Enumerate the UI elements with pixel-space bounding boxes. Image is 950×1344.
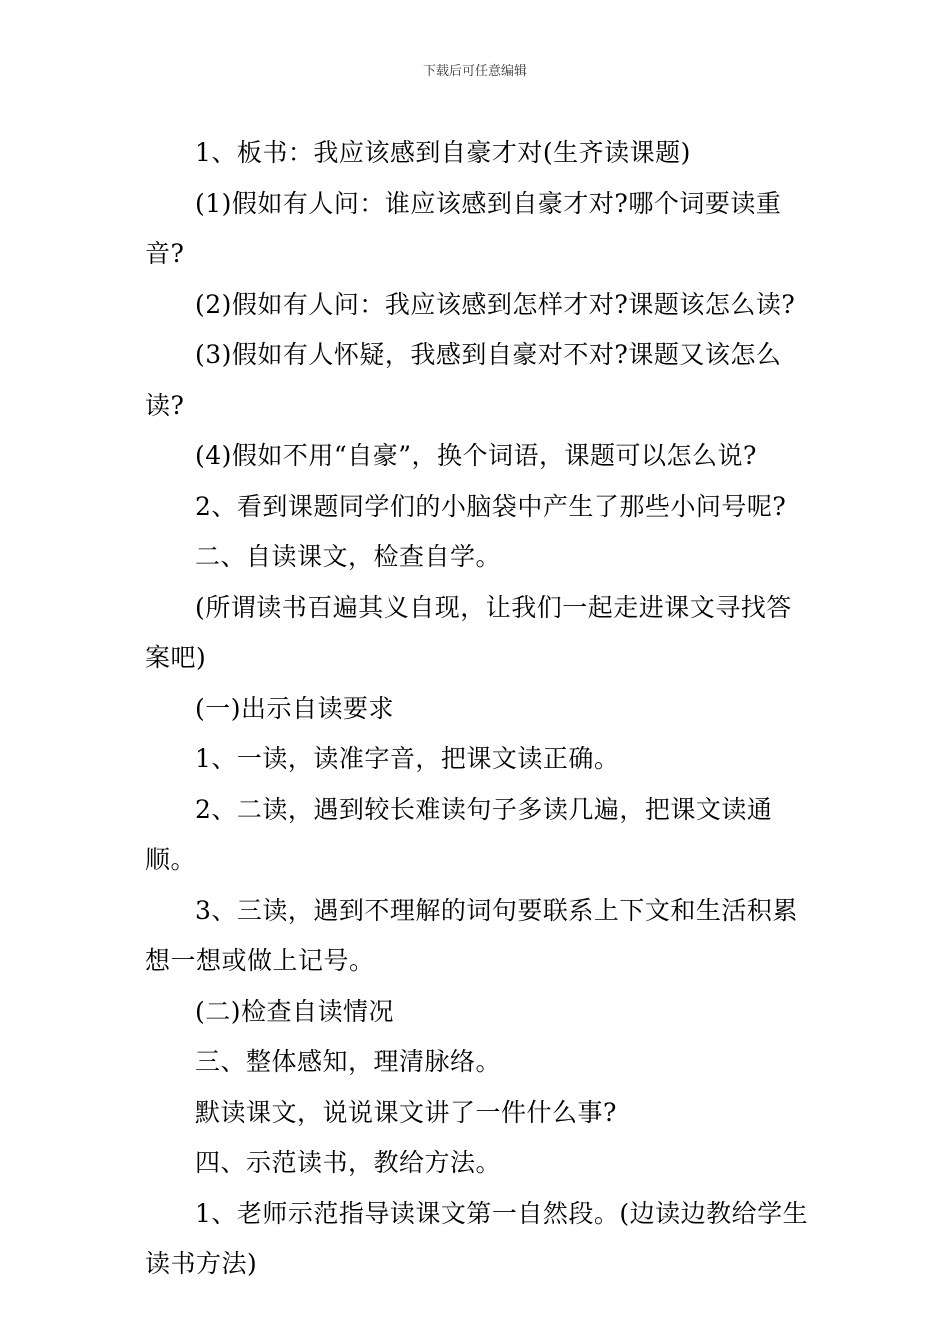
paragraph-question-2: (2)假如有人问：我应该感到怎样才对?课题该怎么读? (195, 289, 796, 319)
paragraph-note: (所谓读书百遍其义自现，让我们一起走进课文寻找答案吧) (145, 592, 792, 672)
section-heading-4: 四、示范读书，教给方法。 (195, 1148, 502, 1177)
paragraph-board-writing: 1、板书：我应该感到自豪才对(生齐读课题) (195, 138, 691, 167)
paragraph-read-1: 1、一读，读准字音，把课文读正确。 (195, 744, 620, 773)
paragraph-question-4: (4)假如不用“自豪”，换个词语，课题可以怎么说? (195, 441, 757, 470)
paragraph-read-3: 3、三读，遇到不理解的词句要联系上下文和生活积累想一想或做上记号。 (145, 895, 798, 975)
paragraph-question-3: (3)假如有人怀疑，我感到自豪对不对?课题又该怎么读? (145, 340, 782, 420)
paragraph-read-2: 2、二读，遇到较长难读句子多读几遍，把课文读通顺。 (145, 794, 773, 874)
subheading-2: (二)检查自读情况 (195, 996, 395, 1026)
subheading-1: (一)出示自读要求 (195, 693, 395, 723)
section-heading-3: 三、整体感知，理清脉络。 (195, 1047, 502, 1076)
document-body (145, 128, 810, 1290)
paragraph-question-1: (1)假如有人问：谁应该感到自豪才对?哪个词要读重音? (145, 188, 782, 268)
section-heading-2: 二、自读课文，检查自学。 (195, 542, 502, 571)
paragraph-demo-read: 1、老师示范指导读课文第一自然段。(边读边教给学生读书方法) (145, 1198, 809, 1278)
paragraph-item-2: 2、看到课题同学们的小脑袋中产生了那些小问号呢? (195, 491, 787, 521)
page-header: 下载后可任意编辑 (422, 64, 527, 79)
paragraph-silent-read: 默读课文，说说课文讲了一件什么事? (195, 1097, 617, 1127)
